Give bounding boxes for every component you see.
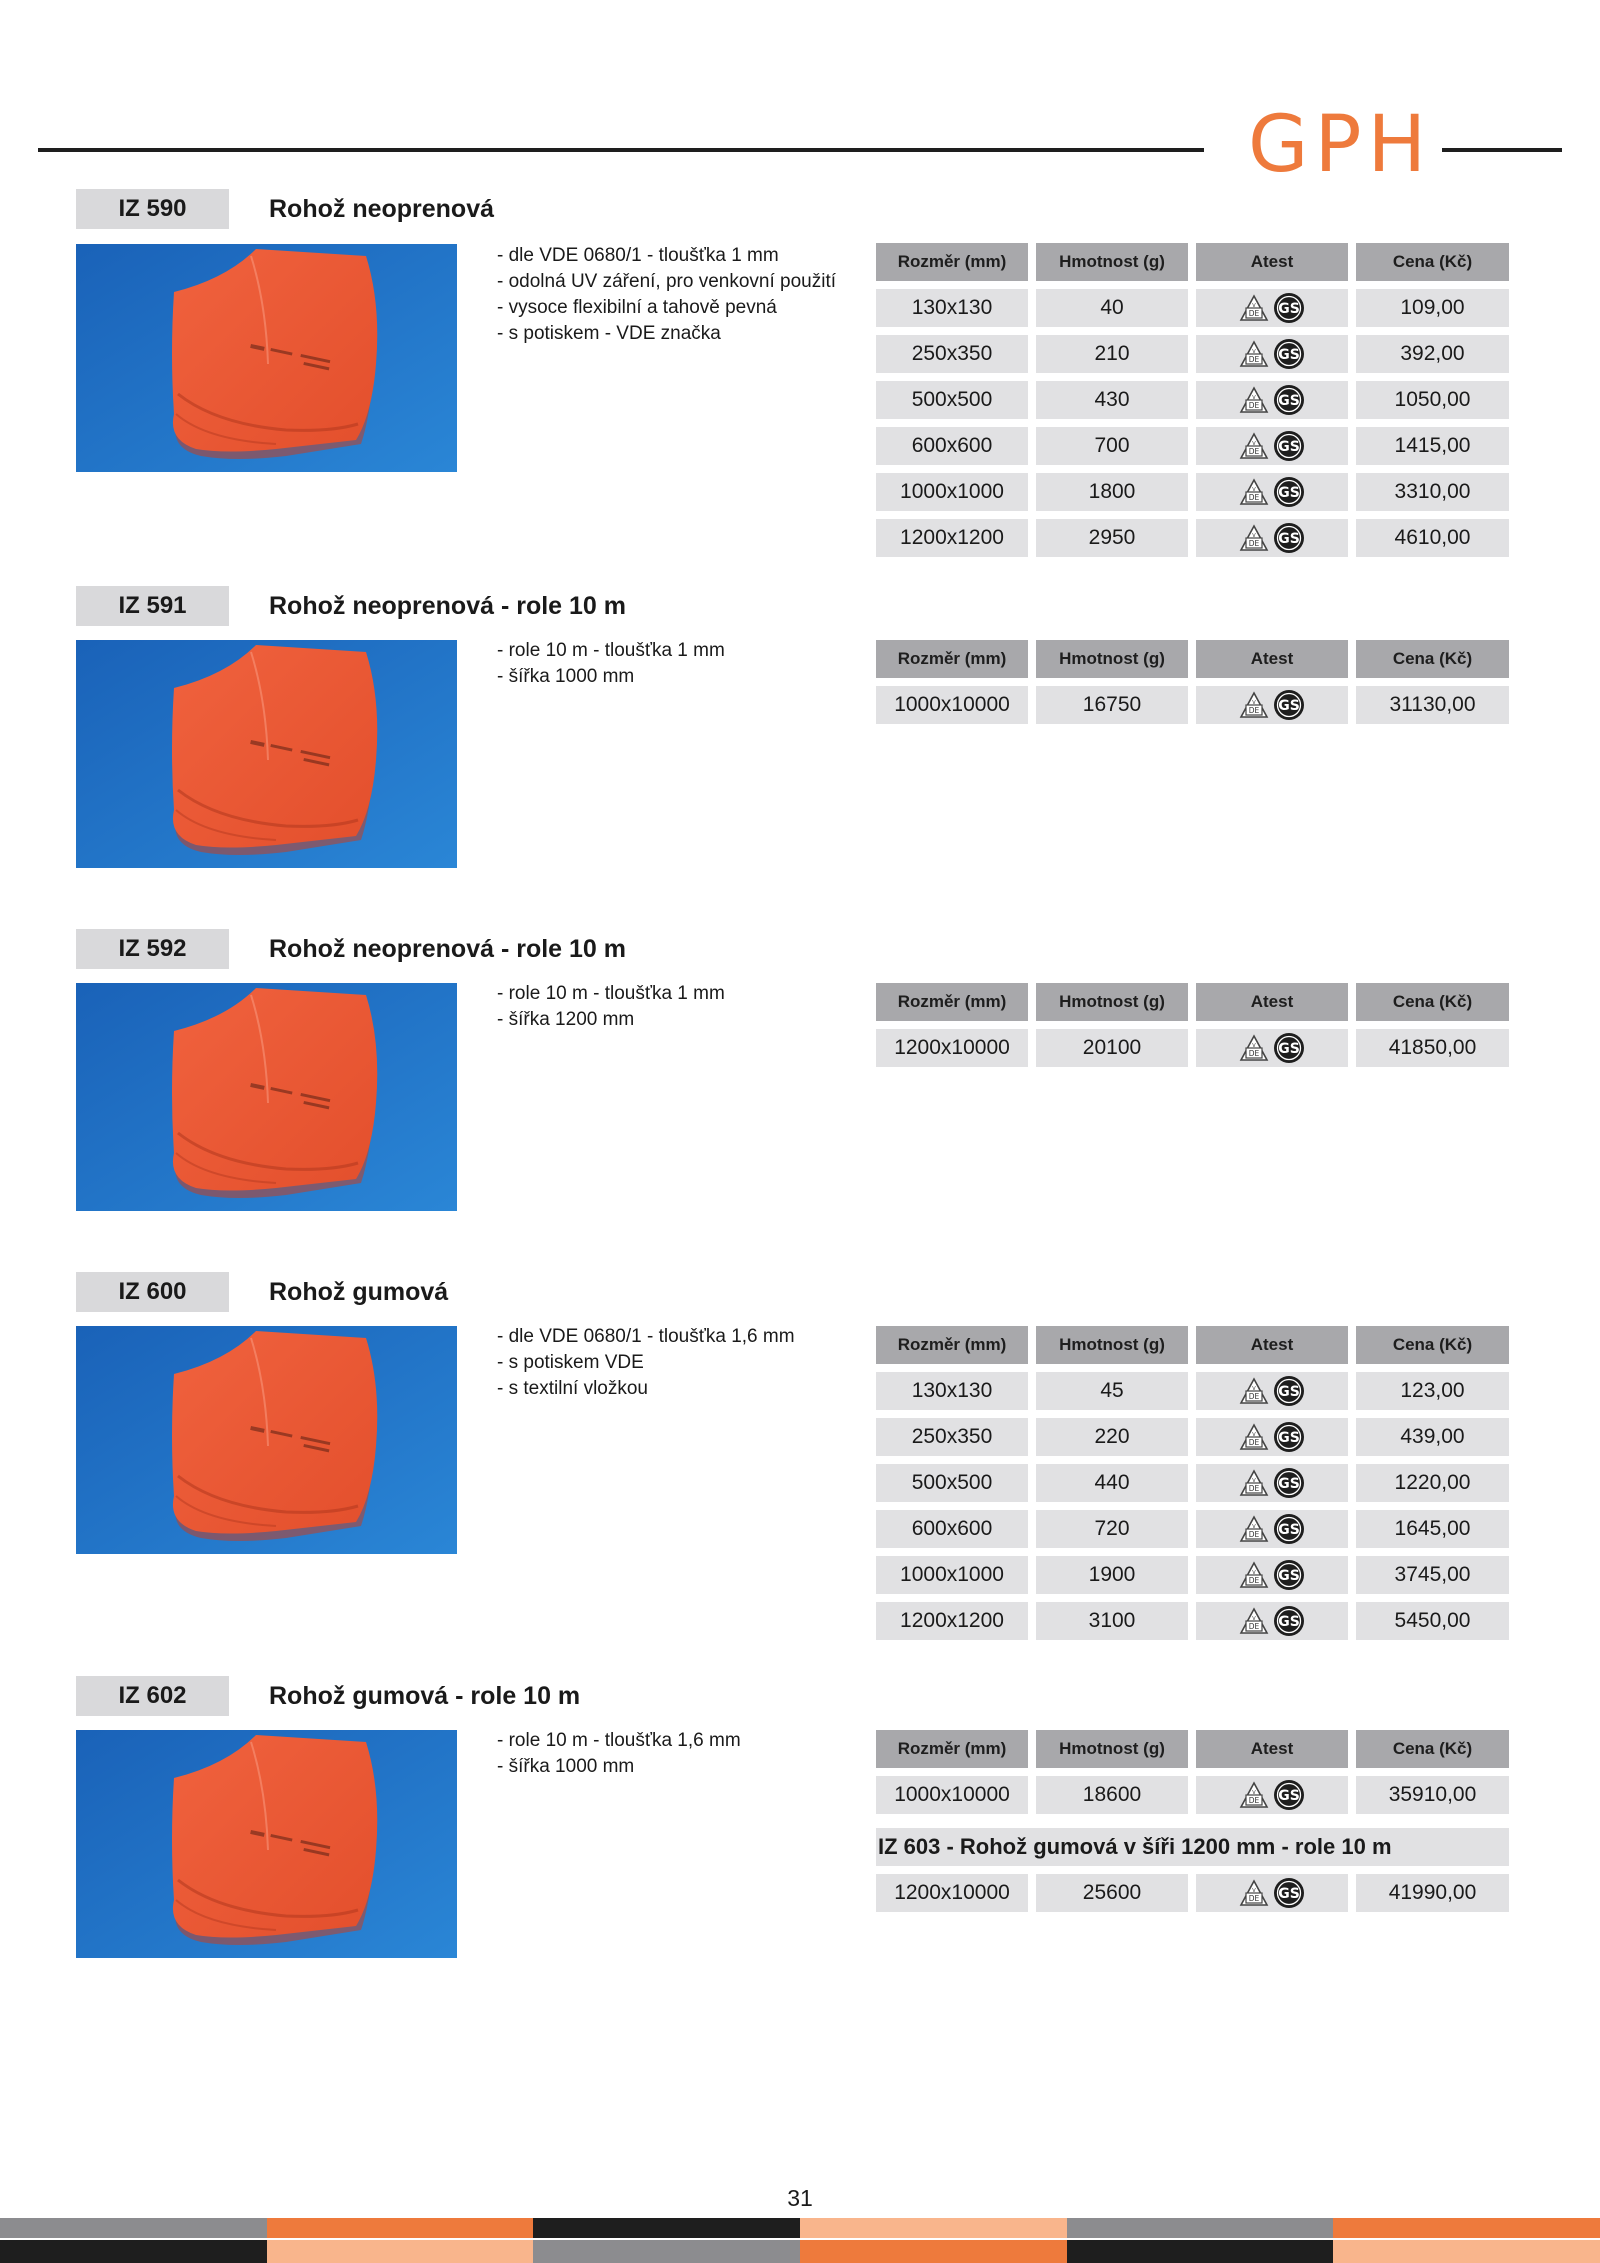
price-cell: 3745,00 bbox=[1356, 1556, 1509, 1594]
vde-certification-icon bbox=[1238, 523, 1270, 553]
feature-item: - odolná UV záření, pro venkovní použití bbox=[497, 271, 837, 292]
weight-cell: 40 bbox=[1036, 289, 1188, 327]
table-row bbox=[876, 1874, 1509, 1912]
svg-text:V: V bbox=[1252, 1616, 1256, 1622]
footer-stripe-bottom bbox=[0, 2240, 1600, 2263]
gph-logo: GPH bbox=[1248, 100, 1433, 190]
price-cell: 5450,00 bbox=[1356, 1602, 1509, 1640]
size-cell: 1000x1000 bbox=[876, 1556, 1028, 1594]
atest-cell bbox=[1196, 473, 1348, 511]
vde-certification-icon bbox=[1238, 1514, 1270, 1544]
svg-text:GS: GS bbox=[1278, 1614, 1300, 1630]
price-cell: 1645,00 bbox=[1356, 1510, 1509, 1548]
table-row bbox=[876, 1372, 1509, 1410]
vde-certification-icon bbox=[1238, 293, 1270, 323]
product-title: Rohož neoprenová bbox=[269, 195, 495, 223]
size-cell: 1000x1000 bbox=[876, 473, 1028, 511]
header-atest: Atest bbox=[1196, 640, 1348, 678]
weight-cell: 430 bbox=[1036, 381, 1188, 419]
product-code: IZ 602 bbox=[76, 1676, 229, 1716]
table-row bbox=[876, 427, 1509, 465]
header-weight: Hmotnost (g) bbox=[1036, 1326, 1188, 1364]
table-row bbox=[876, 519, 1509, 557]
gs-certification-icon bbox=[1272, 292, 1306, 324]
atest-cell bbox=[1196, 289, 1348, 327]
weight-cell: 720 bbox=[1036, 1510, 1188, 1548]
gs-certification-icon bbox=[1272, 1513, 1306, 1545]
atest-cell bbox=[1196, 1602, 1348, 1640]
svg-text:DE: DE bbox=[1248, 401, 1260, 410]
footer-block bbox=[533, 2218, 800, 2238]
gs-certification-icon bbox=[1272, 338, 1306, 370]
header-price: Cena (Kč) bbox=[1356, 1730, 1509, 1768]
price-cell: 35910,00 bbox=[1356, 1776, 1509, 1814]
price-cell: 1415,00 bbox=[1356, 427, 1509, 465]
header-price: Cena (Kč) bbox=[1356, 983, 1509, 1021]
svg-text:V: V bbox=[1252, 1478, 1256, 1484]
footer-block bbox=[0, 2240, 267, 2263]
table-header-row bbox=[876, 1326, 1509, 1364]
svg-text:V: V bbox=[1252, 1524, 1256, 1530]
svg-text:V: V bbox=[1252, 1790, 1256, 1796]
atest-cell bbox=[1196, 1418, 1348, 1456]
price-table bbox=[876, 640, 1509, 724]
size-cell: 250x350 bbox=[876, 1418, 1028, 1456]
feature-item: - vysoce flexibilní a tahově pevná bbox=[497, 297, 777, 318]
footer-block bbox=[800, 2218, 1067, 2238]
svg-text:GS: GS bbox=[1278, 393, 1300, 409]
svg-text:GS: GS bbox=[1278, 531, 1300, 547]
gs-certification-icon bbox=[1272, 384, 1306, 416]
svg-text:DE: DE bbox=[1248, 1796, 1260, 1805]
price-table bbox=[876, 243, 1509, 557]
svg-text:GS: GS bbox=[1278, 347, 1300, 363]
vde-certification-icon bbox=[1238, 477, 1270, 507]
weight-cell: 45 bbox=[1036, 1372, 1188, 1410]
price-cell: 1220,00 bbox=[1356, 1464, 1509, 1502]
product-photo bbox=[76, 1730, 457, 1958]
size-cell: 130x130 bbox=[876, 289, 1028, 327]
svg-text:V: V bbox=[1252, 1888, 1256, 1894]
footer-block bbox=[800, 2240, 1067, 2263]
table-header-row bbox=[876, 983, 1509, 1021]
vde-certification-icon bbox=[1238, 1780, 1270, 1810]
feature-item: - role 10 m - tloušťka 1,6 mm bbox=[497, 1730, 741, 1751]
price-cell: 392,00 bbox=[1356, 335, 1509, 373]
vde-certification-icon bbox=[1238, 1033, 1270, 1063]
svg-text:DE: DE bbox=[1248, 1484, 1260, 1493]
svg-text:DE: DE bbox=[1248, 447, 1260, 456]
header-size: Rozměr (mm) bbox=[876, 243, 1028, 281]
price-table bbox=[876, 983, 1509, 1067]
svg-text:GS: GS bbox=[1278, 439, 1300, 455]
header-rule-left bbox=[38, 148, 1204, 152]
gs-certification-icon bbox=[1272, 689, 1306, 721]
weight-cell: 20100 bbox=[1036, 1029, 1188, 1067]
feature-item: - šířka 1200 mm bbox=[497, 1009, 635, 1030]
gs-certification-icon bbox=[1272, 522, 1306, 554]
feature-item: - role 10 m - tloušťka 1 mm bbox=[497, 640, 725, 661]
gs-certification-icon bbox=[1272, 1467, 1306, 1499]
table-row bbox=[876, 1602, 1509, 1640]
subproduct-title: IZ 603 - Rohož gumová v šíři 1200 mm - role 10 m bbox=[876, 1828, 1509, 1866]
vde-certification-icon bbox=[1238, 1878, 1270, 1908]
table-row bbox=[876, 1776, 1509, 1814]
svg-text:GS: GS bbox=[1278, 1384, 1300, 1400]
header-weight: Hmotnost (g) bbox=[1036, 640, 1188, 678]
svg-text:DE: DE bbox=[1248, 1622, 1260, 1631]
feature-item: - dle VDE 0680/1 - tloušťka 1 mm bbox=[497, 245, 779, 266]
vde-certification-icon bbox=[1238, 1560, 1270, 1590]
price-table bbox=[876, 1874, 1509, 1912]
feature-list bbox=[497, 1324, 795, 1402]
weight-cell: 18600 bbox=[1036, 1776, 1188, 1814]
product-code: IZ 592 bbox=[76, 929, 229, 969]
feature-list bbox=[497, 243, 836, 347]
table-row bbox=[876, 335, 1509, 373]
weight-cell: 1900 bbox=[1036, 1556, 1188, 1594]
svg-text:GS: GS bbox=[1278, 1522, 1300, 1538]
header-size: Rozměr (mm) bbox=[876, 640, 1028, 678]
table-row bbox=[876, 1556, 1509, 1594]
weight-cell: 700 bbox=[1036, 427, 1188, 465]
footer-block bbox=[267, 2240, 534, 2263]
header-weight: Hmotnost (g) bbox=[1036, 243, 1188, 281]
svg-text:DE: DE bbox=[1248, 309, 1260, 318]
table-row bbox=[876, 473, 1509, 511]
svg-text:V: V bbox=[1252, 1570, 1256, 1576]
weight-cell: 2950 bbox=[1036, 519, 1188, 557]
svg-text:GS: GS bbox=[1278, 698, 1300, 714]
svg-text:DE: DE bbox=[1248, 1576, 1260, 1585]
vde-certification-icon bbox=[1238, 1376, 1270, 1406]
vde-certification-icon bbox=[1238, 1422, 1270, 1452]
gs-certification-icon bbox=[1272, 476, 1306, 508]
atest-cell bbox=[1196, 1464, 1348, 1502]
svg-text:GS: GS bbox=[1278, 1568, 1300, 1584]
size-cell: 500x500 bbox=[876, 1464, 1028, 1502]
weight-cell: 3100 bbox=[1036, 1602, 1188, 1640]
svg-text:GS: GS bbox=[1278, 1788, 1300, 1804]
svg-text:GS: GS bbox=[1278, 1041, 1300, 1057]
feature-list bbox=[497, 638, 725, 690]
price-cell: 109,00 bbox=[1356, 289, 1509, 327]
footer-block bbox=[533, 2240, 800, 2263]
product-photo bbox=[76, 244, 457, 472]
weight-cell: 440 bbox=[1036, 1464, 1188, 1502]
header-weight: Hmotnost (g) bbox=[1036, 1730, 1188, 1768]
atest-cell bbox=[1196, 1510, 1348, 1548]
feature-list bbox=[497, 1728, 741, 1780]
vde-certification-icon bbox=[1238, 431, 1270, 461]
header-price: Cena (Kč) bbox=[1356, 243, 1509, 281]
header-weight: Hmotnost (g) bbox=[1036, 983, 1188, 1021]
table-header-row bbox=[876, 1730, 1509, 1768]
price-cell: 41850,00 bbox=[1356, 1029, 1509, 1067]
footer-stripe-top bbox=[0, 2218, 1600, 2238]
svg-text:V: V bbox=[1252, 395, 1256, 401]
footer-block bbox=[1067, 2240, 1334, 2263]
atest-cell bbox=[1196, 381, 1348, 419]
header-size: Rozměr (mm) bbox=[876, 983, 1028, 1021]
size-cell: 1200x10000 bbox=[876, 1029, 1028, 1067]
feature-item: - s potiskem - VDE značka bbox=[497, 323, 721, 344]
product-title: Rohož neoprenová - role 10 m bbox=[269, 592, 627, 620]
header-atest: Atest bbox=[1196, 1326, 1348, 1364]
product-title: Rohož gumová bbox=[269, 1278, 449, 1306]
svg-text:V: V bbox=[1252, 1043, 1256, 1049]
weight-cell: 25600 bbox=[1036, 1874, 1188, 1912]
gs-certification-icon bbox=[1272, 1032, 1306, 1064]
gs-certification-icon bbox=[1272, 1605, 1306, 1637]
size-cell: 1200x1200 bbox=[876, 1602, 1028, 1640]
footer-block bbox=[1333, 2240, 1600, 2263]
page-number: 31 bbox=[787, 2185, 813, 2211]
table-row bbox=[876, 381, 1509, 419]
table-row bbox=[876, 1510, 1509, 1548]
footer-block bbox=[267, 2218, 534, 2238]
price-table bbox=[876, 1730, 1509, 1814]
svg-text:DE: DE bbox=[1248, 1530, 1260, 1539]
product-code: IZ 600 bbox=[76, 1272, 229, 1312]
header-atest: Atest bbox=[1196, 243, 1348, 281]
gs-certification-icon bbox=[1272, 1559, 1306, 1591]
vde-certification-icon bbox=[1238, 339, 1270, 369]
svg-text:V: V bbox=[1252, 487, 1256, 493]
table-header-row bbox=[876, 640, 1509, 678]
atest-cell bbox=[1196, 335, 1348, 373]
feature-item: - s textilní vložkou bbox=[497, 1378, 648, 1399]
atest-cell bbox=[1196, 686, 1348, 724]
size-cell: 250x350 bbox=[876, 335, 1028, 373]
price-cell: 4610,00 bbox=[1356, 519, 1509, 557]
svg-text:DE: DE bbox=[1248, 1392, 1260, 1401]
svg-text:DE: DE bbox=[1248, 1438, 1260, 1447]
header-size: Rozměr (mm) bbox=[876, 1730, 1028, 1768]
size-cell: 1200x10000 bbox=[876, 1874, 1028, 1912]
table-row bbox=[876, 1029, 1509, 1067]
svg-text:V: V bbox=[1252, 303, 1256, 309]
table-row bbox=[876, 289, 1509, 327]
feature-item: - role 10 m - tloušťka 1 mm bbox=[497, 983, 725, 1004]
svg-text:V: V bbox=[1252, 441, 1256, 447]
header-size: Rozměr (mm) bbox=[876, 1326, 1028, 1364]
header-atest: Atest bbox=[1196, 1730, 1348, 1768]
size-cell: 1000x10000 bbox=[876, 1776, 1028, 1814]
table-row bbox=[876, 1418, 1509, 1456]
size-cell: 1200x1200 bbox=[876, 519, 1028, 557]
product-code: IZ 590 bbox=[76, 189, 229, 229]
size-cell: 130x130 bbox=[876, 1372, 1028, 1410]
svg-text:V: V bbox=[1252, 349, 1256, 355]
table-row bbox=[876, 1464, 1509, 1502]
svg-text:DE: DE bbox=[1248, 1049, 1260, 1058]
weight-cell: 1800 bbox=[1036, 473, 1188, 511]
atest-cell bbox=[1196, 427, 1348, 465]
header-price: Cena (Kč) bbox=[1356, 1326, 1509, 1364]
price-cell: 31130,00 bbox=[1356, 686, 1509, 724]
header-rule-right bbox=[1442, 148, 1562, 152]
atest-cell bbox=[1196, 1372, 1348, 1410]
weight-cell: 210 bbox=[1036, 335, 1188, 373]
size-cell: 1000x10000 bbox=[876, 686, 1028, 724]
svg-text:DE: DE bbox=[1248, 539, 1260, 548]
atest-cell bbox=[1196, 1776, 1348, 1814]
product-title: Rohož neoprenová - role 10 m bbox=[269, 935, 627, 963]
svg-text:V: V bbox=[1252, 1386, 1256, 1392]
svg-text:DE: DE bbox=[1248, 493, 1260, 502]
atest-cell bbox=[1196, 1556, 1348, 1594]
atest-cell bbox=[1196, 519, 1348, 557]
table-header-row bbox=[876, 243, 1509, 281]
svg-text:GS: GS bbox=[1278, 301, 1300, 317]
feature-list bbox=[497, 981, 725, 1033]
table-row bbox=[876, 686, 1509, 724]
weight-cell: 16750 bbox=[1036, 686, 1188, 724]
footer-block bbox=[1333, 2218, 1600, 2238]
svg-text:GS: GS bbox=[1278, 485, 1300, 501]
footer-block bbox=[1067, 2218, 1334, 2238]
header-atest: Atest bbox=[1196, 983, 1348, 1021]
price-cell: 3310,00 bbox=[1356, 473, 1509, 511]
svg-text:GS: GS bbox=[1278, 1430, 1300, 1446]
svg-text:GS: GS bbox=[1278, 1476, 1300, 1492]
size-cell: 600x600 bbox=[876, 427, 1028, 465]
gs-certification-icon bbox=[1272, 1779, 1306, 1811]
gs-certification-icon bbox=[1272, 1877, 1306, 1909]
svg-text:DE: DE bbox=[1248, 1894, 1260, 1903]
footer-block bbox=[0, 2218, 267, 2238]
atest-cell bbox=[1196, 1874, 1348, 1912]
price-cell: 1050,00 bbox=[1356, 381, 1509, 419]
size-cell: 600x600 bbox=[876, 1510, 1028, 1548]
svg-text:V: V bbox=[1252, 700, 1256, 706]
size-cell: 500x500 bbox=[876, 381, 1028, 419]
product-photo bbox=[76, 640, 457, 868]
weight-cell: 220 bbox=[1036, 1418, 1188, 1456]
feature-item: - šířka 1000 mm bbox=[497, 1756, 635, 1777]
vde-certification-icon bbox=[1238, 385, 1270, 415]
price-table bbox=[876, 1326, 1509, 1640]
gs-certification-icon bbox=[1272, 1375, 1306, 1407]
product-code: IZ 591 bbox=[76, 586, 229, 626]
feature-item: - s potiskem VDE bbox=[497, 1352, 644, 1373]
vde-certification-icon bbox=[1238, 1468, 1270, 1498]
price-cell: 41990,00 bbox=[1356, 1874, 1509, 1912]
product-photo bbox=[76, 983, 457, 1211]
svg-text:GS: GS bbox=[1278, 1886, 1300, 1902]
svg-text:DE: DE bbox=[1248, 355, 1260, 364]
product-title: Rohož gumová - role 10 m bbox=[269, 1682, 581, 1710]
header-price: Cena (Kč) bbox=[1356, 640, 1509, 678]
svg-text:V: V bbox=[1252, 533, 1256, 539]
vde-certification-icon bbox=[1238, 1606, 1270, 1636]
feature-item: - šířka 1000 mm bbox=[497, 666, 635, 687]
gs-certification-icon bbox=[1272, 430, 1306, 462]
product-photo bbox=[76, 1326, 457, 1554]
vde-certification-icon bbox=[1238, 690, 1270, 720]
svg-text:DE: DE bbox=[1248, 706, 1260, 715]
feature-item: - dle VDE 0680/1 - tloušťka 1,6 mm bbox=[497, 1326, 795, 1347]
atest-cell bbox=[1196, 1029, 1348, 1067]
gs-certification-icon bbox=[1272, 1421, 1306, 1453]
price-cell: 439,00 bbox=[1356, 1418, 1509, 1456]
svg-text:V: V bbox=[1252, 1432, 1256, 1438]
price-cell: 123,00 bbox=[1356, 1372, 1509, 1410]
